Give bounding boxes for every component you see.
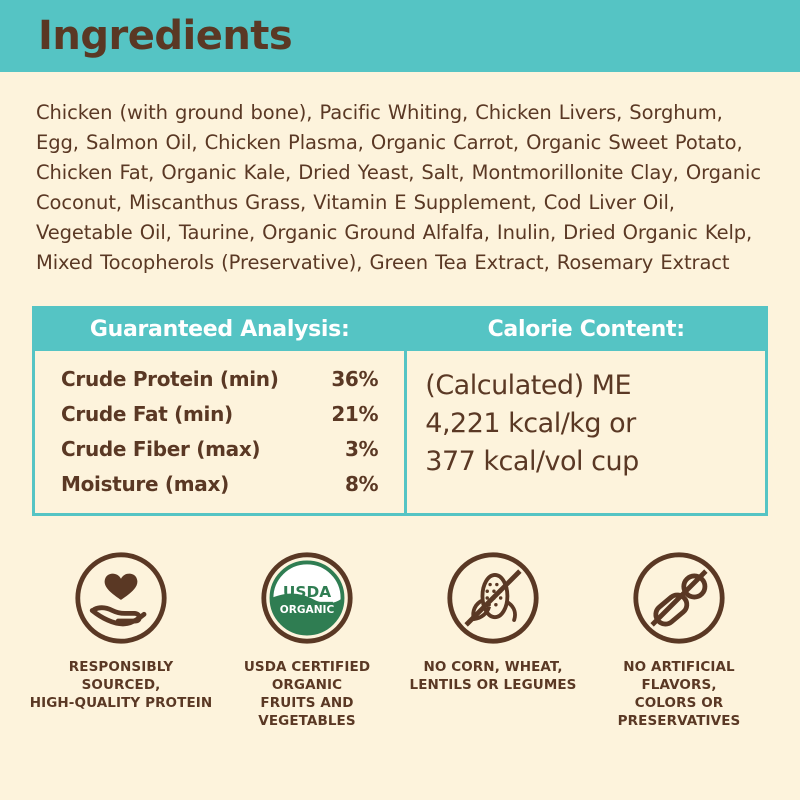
badge-caption-line-2: FRUITS AND VEGETABLES <box>258 695 356 729</box>
badge-caption-line-1: NO CORN, WHEAT, <box>423 659 563 675</box>
calorie-content-title: Calorie Content: <box>407 309 765 351</box>
no-corn-icon <box>445 550 541 646</box>
row-label: Moisture (max) <box>61 471 229 496</box>
calorie-line-3: 377 kcal/vol cup <box>425 446 639 477</box>
badge-caption-line-1: NO ARTIFICIAL FLAVORS, <box>623 659 735 693</box>
guaranteed-analysis-section <box>35 309 407 513</box>
badge-caption-line-2: COLORS OR PRESERVATIVES <box>617 695 741 729</box>
header-bar <box>0 0 800 72</box>
row-label: Crude Fiber (max) <box>61 436 261 461</box>
no-artificial-additives-icon <box>631 550 727 646</box>
ingredients-text: Chicken (with ground bone), Pacific Whiting, Chicken Livers, Sorghum, Egg, Salmon Oil, Chicken Plasma, Organic Carrot, Organic Sweet Potato, Chicken Fat, Organic Kale, Dried Yeast, Salt, Montmorillonite Clay, Organic Coconut, Miscanthus Grass, Vitamin E Supplement, Cod Liver Oil, Vegetable Oil, Taurine, Organic Ground Alfalfa, Inulin, Dried Organic Kelp, Mixed Tocopherols (Preservative), Green Tea Extract, Rosemary Extract <box>36 101 761 274</box>
table-row <box>35 431 404 466</box>
row-value: 3% <box>344 436 379 461</box>
badge-caption-line-2: HIGH-QUALITY PROTEIN <box>29 695 213 711</box>
guaranteed-analysis-title: Guaranteed Analysis: <box>35 309 404 351</box>
badge-caption <box>28 658 214 712</box>
badge-no-artificial <box>586 550 772 730</box>
svg-text:ORGANIC: ORGANIC <box>279 603 335 616</box>
hand-heart-icon <box>73 550 169 646</box>
calorie-line-2: 4,221 kcal/kg or <box>425 408 636 439</box>
badges-row <box>0 516 800 730</box>
badge-caption <box>586 658 772 730</box>
badge-caption-line-1: USDA CERTIFIED ORGANIC <box>243 659 371 693</box>
analysis-panel <box>32 306 768 516</box>
badge-caption-line-1: RESPONSIBLY SOURCED, <box>68 659 174 693</box>
table-row <box>35 361 404 396</box>
row-value: 8% <box>344 471 379 496</box>
table-row <box>35 396 404 431</box>
table-row <box>35 466 404 501</box>
row-label: Crude Fat (min) <box>61 401 233 426</box>
badge-caption <box>410 658 577 694</box>
calorie-content-section <box>407 309 765 513</box>
row-value: 36% <box>331 366 379 391</box>
calorie-line-1: (Calculated) ME <box>425 370 632 401</box>
badge-responsibly-sourced <box>28 550 214 730</box>
guaranteed-analysis-rows <box>35 351 404 513</box>
row-label: Crude Protein (min) <box>61 366 279 391</box>
row-value: 21% <box>331 401 379 426</box>
badge-caption <box>214 658 400 730</box>
badge-caption-line-2: LENTILS OR LEGUMES <box>409 677 577 693</box>
page-title: Ingredients <box>38 13 293 59</box>
usda-organic-seal-icon <box>259 550 355 646</box>
calorie-content-body <box>407 351 765 499</box>
badge-no-corn <box>400 550 586 730</box>
svg-text:USDA: USDA <box>282 583 332 602</box>
badge-usda-organic <box>214 550 400 730</box>
